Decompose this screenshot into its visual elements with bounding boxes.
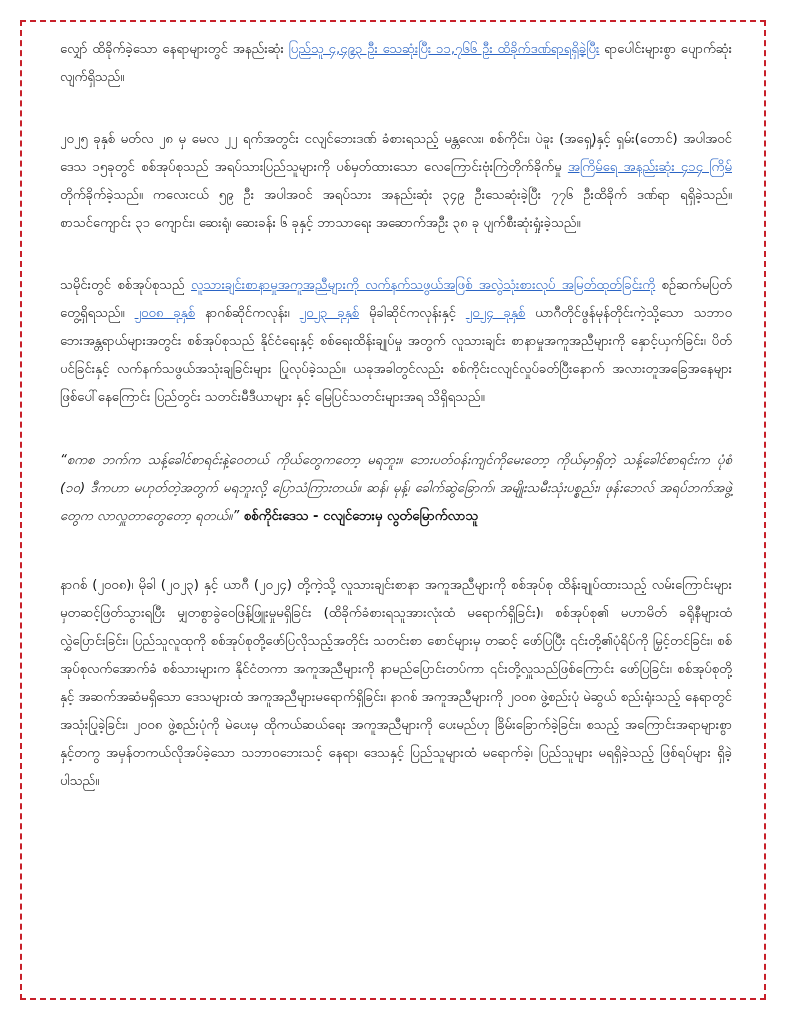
survivor-quote: “စကစ ဘက်က သန့်ခေါင်စာရင်းနဲ့ဝေတယ် ကိုယ်တွေကတော့ မရဘူး။ ဘေးပတ်ဝန်းကျင်ကိုမေးတော့ ကိုယ်မှာရှိတဲ့ သန့်ခေါင်စာရင်းက ပုံစံ (၁၀) ဒီကဟာ မဟုတ်တဲ့အတွက် မရဘူးလို့ ပြောသံကြားတယ်။ ဆန်၊ မုန့်၊ ခေါက်ဆွဲခြောက်၊ အမျိုးသမီးသုံးပစ္စည်း၊ ဖုန်းဘေလ် အရပ်ဘက်အဖွဲ့တွေက လာလှူတာတွေတော့ ရတယ်။”	[60, 453, 732, 524]
paragraph-2	[60, 126, 732, 238]
paragraph-1-text-a: လျှော် ထိခိုက်ခဲ့သော နေရာများတွင် အနည်းဆုံး	[60, 42, 289, 57]
paragraph-3-text-c: နာဂစ်ဆိုင်ကလုန်း၊	[195, 306, 300, 321]
paragraph-3	[60, 272, 732, 412]
aid-weaponization-link[interactable]: လူသားချင်းစာနာမှုအကူအညီများကို လက်နက်သဖွယ်အဖြစ် အလွဲသုံးစားလုပ် အမြတ်ထုတ်ခြင်းကို	[191, 278, 656, 293]
paragraph-3-text-a: သမိုင်းတွင် စစ်အုပ်စုသည်	[60, 278, 192, 293]
year-2024-link[interactable]: ၂၀၂၄ ခုနှစ်	[465, 306, 526, 321]
paragraph-5-text: နာဂစ် (၂၀၀၈)၊ မိုခါ (၂၀၂၃) နှင့် ယာဂီ (၂၀၂၄) တို့ကဲ့သို့ လူသားချင်းစာနာ အကူအညီများကို စစ်အုပ်စု ထိန်းချုပ်ထားသည့် လမ်းကြောင်းများ မှတဆင့်ဖြတ်သွားရပြီး မျှတစွာခွဲဝေဖြန့်ဖြူးမှုမရှိခြင်း (ထိခိုက်ခံစားရသူအားလုံးထံ မရောက်ရှိခြင်း)၊ စစ်အုပ်စု၏ မဟာမိတ် ခရိုနီများထံ လွှဲပြောင်းခြင်း၊ ပြည်သူလူထုကို စစ်အုပ်စုတို့ဖော်ပြလိုသည့်အတိုင်း သတင်းစာ စောင်များမှ တဆင့် ဖော်ပြပြီး ၎င်းတို့၏ပုံရိပ်ကို မြှင့်တင်ခြင်း၊ စစ်အုပ်စုလက်အောက်ခံ စစ်သားများက နိုင်ငံတကာ အကူအညီများကို နာမည်ပြောင်းတပ်ကာ ၎င်းတို့လှူသည်ဖြစ်ကြောင်း ဖော်ပြခြင်း၊ စစ်အုပ်စုတို့နှင့် အဆက်အဆံမရှိသော ဒေသများထံ အကူအညီများမရောက်ရှိခြင်း၊ နာဂစ် အကူအညီများကို ၂၀၀၈ ဖွဲ့စည်းပုံ မဲဆွယ် စည်းရုံးသည့် နေရာတွင် အသုံးပြုခဲ့ခြင်း၊ ၂၀၀၈ ဖွဲ့စည်းပုံကို မဲပေးမှ ထိုကယ်ဆယ်ရေး အကူအညီများကို ပေးမည်ဟု ခြိမ်းခြောက်ခဲ့ခြင်း၊ စသည့် အကြောင်းအရာများစွာနှင့်တကွ အမှန်တကယ်လိုအပ်ခဲ့သော သဘာဝဘေးသင့် နေရာ၊ ဒေသနှင့် ပြည်သူများထံ မရောက်ခဲ့၊ ပြည်သူများ မရရှိခဲ့သည့် ဖြစ်ရပ်များ ရှိခဲ့ပါသည်။	[60, 578, 732, 789]
paragraph-2-text-a: ၂၀၂၅ ခုနှစ် မတ်လ ၂၈ မှ မေလ ၂၂ ရက်အတွင်း ငလျင်ဘေးဒဏ် ခံစားရသည့် မန္တလေး၊ စစ်ကိုင်း၊ ပဲခူး (အရှေ့)နှင့် ရှမ်း(တောင်) အပါအဝင် ဒေသ ၁၅ခုတွင် စစ်အုပ်စုသည် အရပ်သားပြည်သူများကို ပစ်မှတ်ထားသော လေကြောင်းဗုံးကြဲတိုက်ခိုက်မှု	[60, 132, 732, 175]
paragraph-3-text-b: စဉ်ဆက်မပြတ် တွေ့ရှိရသည်။	[60, 278, 732, 321]
casualty-link[interactable]: ပြည်သူ ၄,၄၉၃ ဦး သေဆုံးပြီး ၁၁,၇၆၆ ဦး ထိခိုက်ဒဏ်ရာရရှိခဲ့ပြီး	[288, 42, 600, 57]
airstrike-count-link[interactable]: အကြိမ်ရေ အနည်းဆုံး ၄၁၄ ကြိမ်	[567, 160, 732, 175]
paragraph-1-text-b: ရာပေါင်းများစွာ ပျောက်ဆုံးလျက်ရှိသည်။	[60, 42, 732, 85]
paragraph-3-text-e: ယာဂီတိုင်ဖွန်မုန်တိုင်းကဲ့သို့သော သဘာဝဘေးအန္တရာယ်များအတွင်း စစ်အုပ်စုသည် နိုင်ငံရေးနှင့် စစ်ရေးထိန်းချုပ်မှု အတွက် လူသားချင်း စာနာမှုအကူအညီများကို နှောင့်ယှက်ခြင်း၊ ပိတ်ပင်ခြင်းနှင့် လက်နက်သဖွယ်အသုံးချခြင်းများ ပြုလုပ်ခဲ့သည်။ ယခုအခါတွင်လည်း စစ်ကိုင်းငလျင်လှုပ်ခတ်ပြီးနောက် အလားတူအခြေအနေများ ဖြစ်ပေါ်နေကြောင်း ပြည်တွင်း သတင်းမီဒီယာများ နှင့် မြေပြင်သတင်းများအရ သိရှိရသည်။	[60, 306, 732, 405]
paragraph-5	[60, 572, 732, 796]
paragraph-1	[60, 36, 732, 92]
paragraph-3-text-d: မိုခါဆိုင်ကလုန်းနှင့်	[359, 306, 466, 321]
document-body	[60, 36, 732, 796]
year-2023-link[interactable]: ၂၀၂၃ ခုနှစ်	[299, 306, 360, 321]
paragraph-2-text-b: တိုက်ခိုက်ခဲ့သည်။ ကလေးငယ် ၅၉ ဦး အပါအဝင် အရပ်သား အနည်းဆုံး ၃၄၉ ဦးသေဆုံးခဲ့ပြီး ၇၇၆ ဦးထိခိုက် ဒဏ်ရာ ရရှိခဲ့သည်။ စာသင်ကျောင်း ၃၁ ကျောင်း၊ ဆေးရုံ၊ ဆေးခန်း ၆ ခုနှင့် ဘာသာရေး အဆောက်အဦး ၃၈ ခု ပျက်စီးဆုံးရှုံးခဲ့သည်။	[60, 188, 732, 231]
quote-paragraph	[60, 447, 732, 531]
year-2008-link[interactable]: ၂၀၀၈ ခုနှစ်	[134, 306, 196, 321]
quote-attribution: စစ်ကိုင်းဒေသ - ငလျင်ဘေးမှ လွတ်မြောက်လာသူ	[239, 509, 479, 524]
